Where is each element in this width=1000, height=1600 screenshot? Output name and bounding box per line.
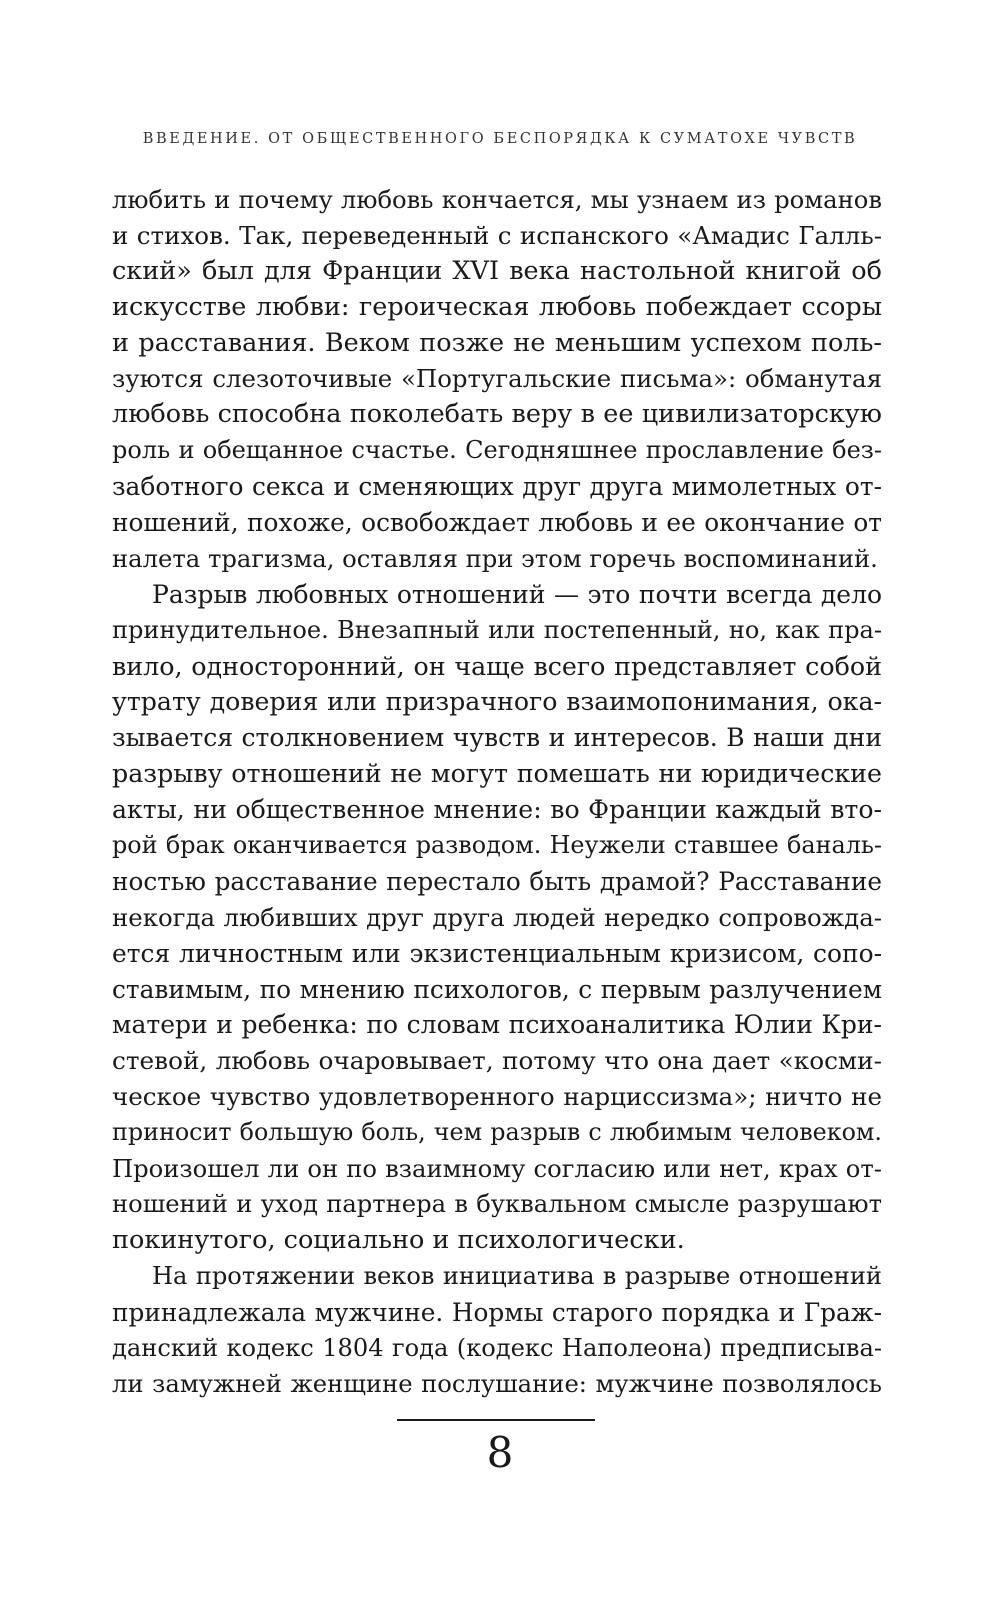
text-line: некогда любивших друг друга людей нередко сопровожда- <box>112 902 882 932</box>
running-head: ВВЕДЕНИЕ. ОТ ОБЩЕСТВЕННОГО БЕСПОРЯДКА К СУМАТОХЕ ЧУВСТВ <box>142 131 858 147</box>
text-line: налета трагизма, оставляя при этом горечь воспоминаний. <box>112 543 878 573</box>
text-line: ношений и уход партнера в буквальном смысле разрушают <box>112 1189 882 1218</box>
text-line: зуются слезоточивые «Португальские письма»: обманутая <box>112 364 882 394</box>
text-line: Разрыв любовных отношений — это почти всегда дело <box>152 579 882 609</box>
text-line: ется личностным или экзистенциальным кризисом, сопо- <box>112 938 882 968</box>
text-line: ческое чувство удовлетворенного нарциссизма»; ничто не <box>112 1082 882 1112</box>
paragraph-1 <box>112 182 882 577</box>
paragraph-2 <box>112 577 882 1259</box>
text-line: ский» был для Франции XVI века настольной книгой об <box>112 255 882 286</box>
text-line: искусстве любви: героическая любовь побеждает ссоры <box>112 291 882 322</box>
text-line: принудительное. Внезапный или постепенный, но, как пра- <box>112 615 882 644</box>
footer-rule <box>397 1419 595 1421</box>
paragraph-3 <box>112 1259 882 1403</box>
text-line: ностью расставание перестало быть драмой? Расставание <box>112 866 882 896</box>
text-line: зывается столкновением чувств и интересов. В наши дни <box>112 723 882 753</box>
body-text <box>112 182 882 1402</box>
text-line: ли замужней женщине послушание: мужчине позволялось <box>112 1369 882 1399</box>
text-line: роль и обещанное счастье. Сегодняшнее прославление без- <box>112 436 882 465</box>
text-line: Произошел ли он по взаимному согласию или нет, крах от- <box>112 1154 882 1184</box>
text-line: любить и почему любовь кончается, мы узнаем из романов <box>112 185 882 214</box>
text-line: и стихов. Так, переведенный с испанского «Амадис Галль- <box>112 220 882 250</box>
text-line: На протяжении веков инициатива в разрыве отношений <box>152 1261 882 1290</box>
page-number: 8 <box>486 1428 514 1477</box>
text-line: стевой, любовь очаровывает, потому что она дает «косми- <box>112 1046 882 1076</box>
text-line: ставимым, по мнению психологов, с первым разлучением <box>112 974 882 1004</box>
text-line: ношений, похоже, освобождает любовь и ее окончание от <box>112 508 882 538</box>
text-line: данский кодекс 1804 года (кодекс Наполеона) предписыва- <box>112 1333 882 1362</box>
text-line: утрату доверия или призрачного взаимопонимания, ока- <box>112 687 882 717</box>
text-line: заботного секса и сменяющих друг друга мимолетных от- <box>112 472 882 502</box>
text-line: вило, односторонний, он чаще всего представляет собой <box>112 650 882 681</box>
text-line: принадлежала мужчине. Нормы старого порядка и Граж- <box>112 1297 882 1327</box>
text-line: разрыву отношений не могут помешать ни юридические <box>112 759 882 789</box>
text-line: и расставания. Веком позже не меньшим успехом поль- <box>112 327 882 358</box>
text-line: любовь способна поколебать веру в ее цивилизаторскую <box>112 399 882 430</box>
text-line: акты, ни общественное мнение: во Франции каждый вто- <box>112 795 882 825</box>
text-line: матери и ребенка: по словам психоаналитика Юлии Кри- <box>112 1010 882 1040</box>
text-line: рой брак оканчивается разводом. Неужели ставшее баналь- <box>112 831 882 860</box>
text-line: покинутого, социально и психологически. <box>112 1224 685 1255</box>
text-line: приносит большую боль, чем разрыв с любимым человеком. <box>112 1118 882 1147</box>
